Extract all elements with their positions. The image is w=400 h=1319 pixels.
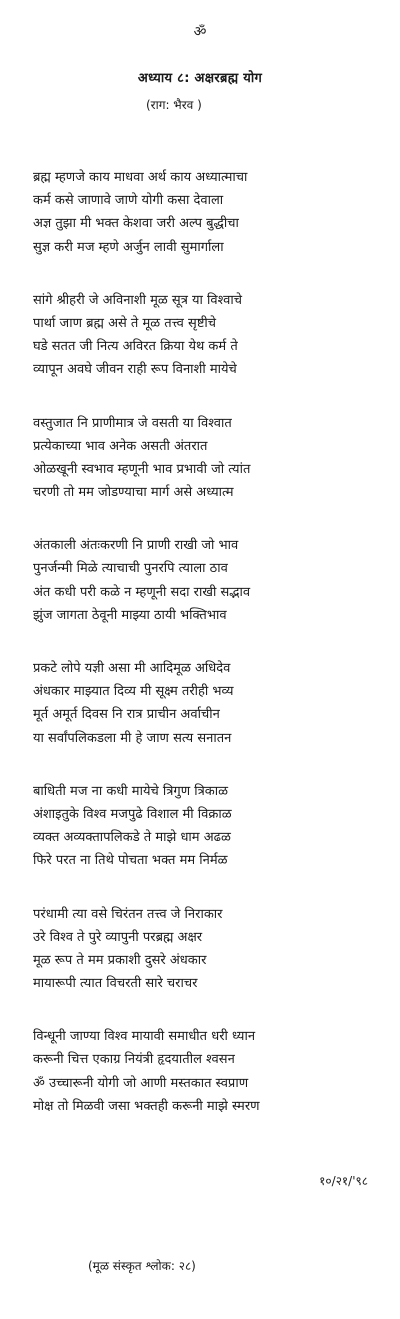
- verse-line: प्रकटे लोपे यज्ञी असा मी आदिमूळ अधिदेव: [33, 661, 231, 676]
- stanza-5: [33, 657, 378, 750]
- verse-line: ओळखूनी स्वभाव म्हणूनी भाव प्रभावी जो त्यांत: [33, 461, 251, 477]
- verse-line: चरणी तो मम जोडण्याचा मार्ग असे अध्यात्म: [33, 485, 234, 501]
- verse-line: बाधिती मज ना कधी मायेचे त्रिगुण त्रिकाळ: [33, 783, 229, 799]
- verse-line: अंधकार माझ्यात दिव्य मी सूक्ष्म तरीही भव्य: [33, 684, 234, 700]
- verse-line: अंत कधी परी कळे न म्हणूनी सदा राखी सद्भाव: [33, 584, 251, 600]
- verse-line: ब्रह्म म्हणजे काय माधवा अर्थ काय अध्यात्माचा: [33, 170, 248, 185]
- verse-line: या सर्वांपलिकडला मी हे जाण सत्य सनातन: [33, 730, 232, 746]
- stanza-2: [33, 289, 378, 382]
- shloka-count-note: (मूळ संस्कृत श्लोक: २८): [88, 1259, 196, 1273]
- stanza-4: [33, 534, 378, 627]
- verse-line: घडे सतत जी नित्य अविरत क्रिया येथ कर्म ते: [33, 339, 238, 355]
- verse-line: मायारूपी त्यात विचरती सारे चराचर: [33, 976, 198, 992]
- verse-line: मूळ रूप ते मम प्रकाशी दुसरे अंधकार: [33, 952, 207, 968]
- verse-line: फिरे परत ना तिथे पोचता भक्त मम निर्मळ: [33, 853, 228, 869]
- verse-line: अज्ञ तुझा मी भक्त केशवा जरी अल्प बुद्धीचा: [33, 216, 239, 232]
- verse-line: प्रत्येकाच्या भाव अनेक असती अंतरात: [33, 438, 208, 454]
- verse-line: सुज्ञ करी मज म्हणे अर्जुन लावी सुमार्गाला: [33, 239, 224, 255]
- verse-line: अंशाइतुके विश्व मजपुढे विशाल मी विक्राळ: [33, 806, 232, 822]
- verse-line: अंतकाली अंतःकरणी नि प्राणी राखी जो भाव: [33, 538, 239, 554]
- stanza-7: [33, 903, 378, 996]
- composition-date: १०/२१/'९८: [319, 1174, 368, 1188]
- raag-label: (राग: भैरव ): [146, 98, 202, 112]
- verse-line: विन्धूनी जाण्या विश्व मायावी समाधीत धरी ध्यान: [33, 1029, 256, 1045]
- verse-line: वस्तुजात नि प्राणीमात्र जे वसती या विश्वात: [33, 415, 232, 431]
- verse-line: पुनर्जन्मी मिळे त्याचाची पुनरपि त्याला ठाव: [33, 561, 228, 577]
- poem-body: [33, 166, 378, 1148]
- verse-line: व्यापून अवघे जीवन राही रूप विनाशी मायेचे: [33, 362, 237, 378]
- verse-line: कर्म कसे जाणावे जाणे योगी कसा देवाला: [33, 193, 224, 209]
- chapter-title: अध्याय ८: अक्षरब्रह्म योग: [137, 71, 263, 86]
- verse-line: सांगे श्रीहरी जे अविनाशी मूळ सूत्र या विश्वाचे: [33, 292, 243, 308]
- verse-line: ॐ उच्चारूनी योगी जो आणी मस्तकात स्वप्राण: [33, 1075, 249, 1091]
- om-symbol: ॐ: [193, 24, 207, 40]
- stanza-8: [33, 1025, 378, 1118]
- verse-line: मोक्ष तो मिळवी जसा भक्तही करूनी माझे स्मरण: [33, 1098, 260, 1114]
- verse-line: व्यक्त अव्यक्तापलिकडे ते माझे धाम अढळ: [33, 830, 231, 846]
- stanza-6: [33, 780, 378, 873]
- stanza-3: [33, 412, 378, 505]
- verse-line: पार्था जाण ब्रह्म असे ते मूळ तत्त्व सृष्टीचे: [33, 315, 217, 331]
- verse-line: उरे विश्व ते पुरे व्यापुनी परब्रह्म अक्षर: [33, 929, 203, 945]
- verse-line: झुंज जागता ठेवूनी माझ्या ठायी भक्तिभाव: [33, 607, 227, 623]
- verse-line: करूनी चित्त एकाग्र नियंत्री हृदयातील श्वसन: [33, 1052, 235, 1068]
- verse-line: परंधामी त्या वसे चिरंतन तत्त्व जे निराकार: [33, 906, 223, 922]
- verse-line: मूर्त अमूर्त दिवस नि रात्र प्राचीन अर्वाचीन: [33, 707, 220, 723]
- stanza-1: [33, 166, 378, 259]
